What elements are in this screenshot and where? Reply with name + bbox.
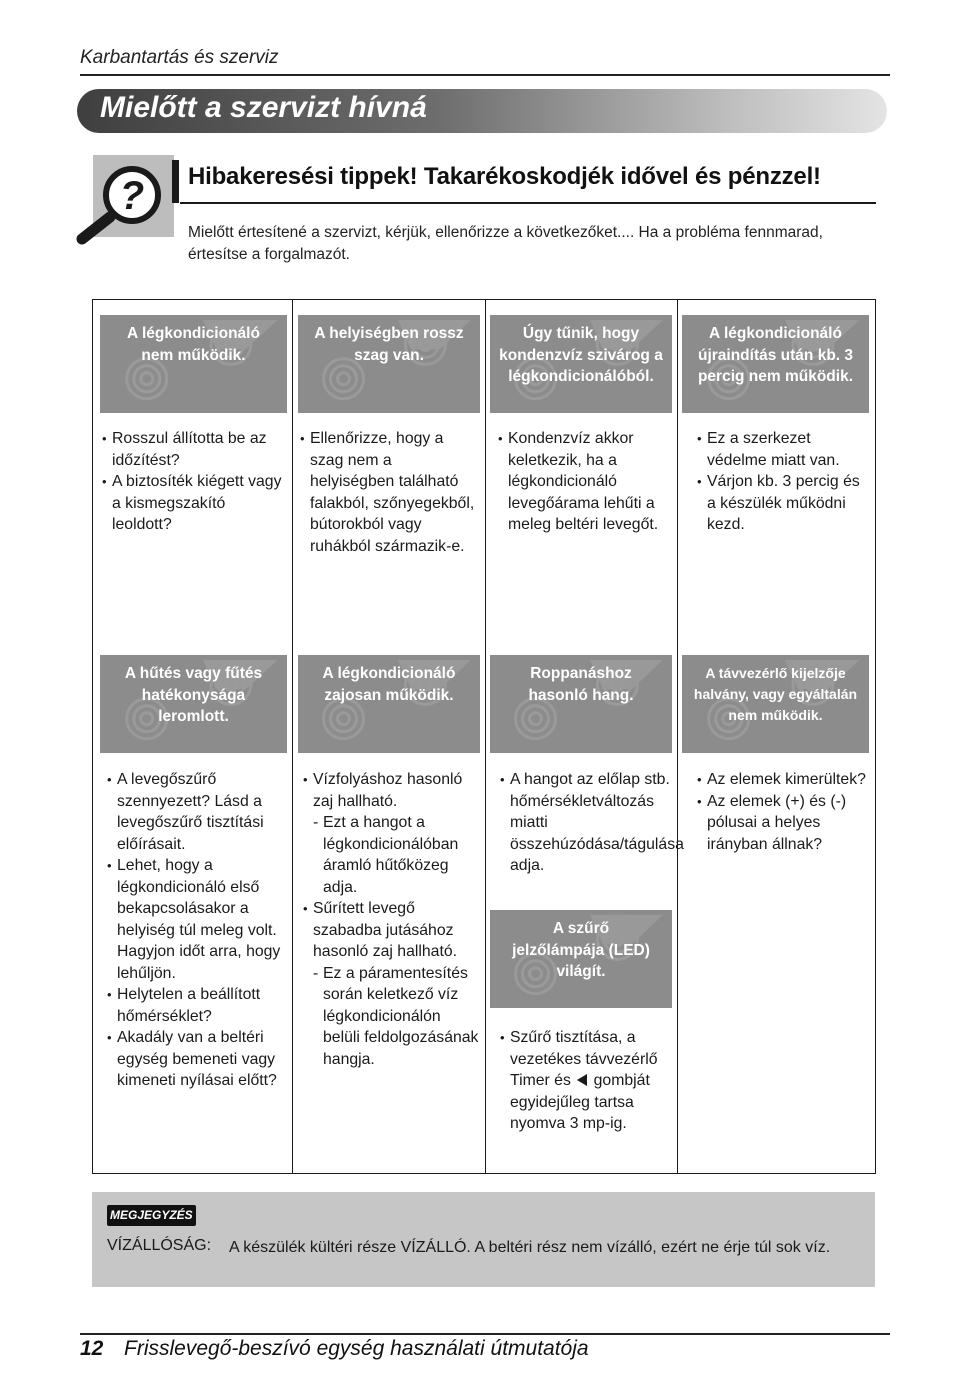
symptom-box (490, 315, 672, 413)
symptom-label: A hűtés vagy fűtés hatékonysága leromlott. (124, 665, 263, 725)
header-rule (80, 74, 890, 76)
list-item: • Akadály van a beltéri egység bemeneti vagy kimeneti nyílásai előtt? (107, 1027, 287, 1092)
list-item: • Az elemek (+) és (-) pólusai a helyes irányban állnak? (697, 791, 867, 856)
left-triangle-icon (577, 1074, 587, 1086)
symptom-box (490, 655, 672, 753)
list-item: • Kondenzvíz akkor keletkezik, ha a légkondicionáló levegőárama lehűti a meleg beltéri levegőt. (498, 428, 668, 536)
list-item (500, 1027, 672, 1135)
list-item: • Rosszul állította be az időzítést? (102, 428, 282, 471)
headline-marker (172, 160, 179, 203)
list-item: • Lehet, hogy a légkondicionáló első bekapcsolásakor a helyiség túl meleg volt. Hagyjon időt arra, hogy lehűljön. (107, 855, 287, 984)
section-label: Karbantartás és szerviz (80, 47, 279, 68)
check-list (300, 428, 478, 557)
list-item: • Vízfolyáshoz hasonló zaj hallható. (303, 769, 479, 812)
symptom-box (100, 315, 287, 413)
symptom-box (682, 315, 869, 413)
check-list (303, 769, 479, 1070)
headline-rule (180, 202, 876, 204)
list-item: • A biztosíték kiégett vagy a kismegszakító leoldott? (102, 471, 282, 536)
list-item: • Várjon kb. 3 percig és a készülék működni kezd. (697, 471, 867, 536)
magnifier-question-icon (76, 155, 174, 245)
list-subitem: - Ezt a hangot a légkondicionálóban áramló hűtőközeg adja. (303, 812, 479, 898)
note-text: A készülék kültéri része VÍZÁLLÓ. A beltéri rész nem vízálló, ezért ne érje túl sok víz. (229, 1239, 831, 1256)
symptom-label: A légkondicionáló újraindítás után kb. 3 percig nem működik. (697, 325, 854, 385)
list-item: • Helytelen a beállított hőmérséklet? (107, 984, 287, 1027)
symptom-label: A helyiségben rossz szag van. (314, 325, 464, 364)
symptom-label: Úgy tűnik, hogy kondenzvíz szivárog a légkondicionálóból. (499, 325, 663, 385)
symptom-box (298, 315, 480, 413)
symptom-box (490, 910, 672, 1008)
check-list (500, 1027, 672, 1135)
footer-rule (80, 1333, 890, 1335)
check-list (498, 428, 668, 536)
page-number: 12 (80, 1337, 104, 1360)
list-item: • Ellenőrizze, hogy a szag nem a helyiségben található falakból, szőnyegekből, bútorokból vagy ruhákból származik-e. (300, 428, 478, 557)
list-item-text: gombját egyidejűleg tartsa nyomva 3 mp-ig. (510, 1072, 650, 1132)
intro-text: Mielőtt értesítené a szervizt, kérjük, ellenőrizze a következőket.... Ha a probléma fennmarad, értesítse a forgalmazót. (188, 224, 823, 263)
symptom-label: Roppanáshoz hasonló hang. (528, 665, 634, 704)
symptom-box (298, 655, 480, 753)
list-subitem: - Ez a páramentesítés során keletkező víz légkondicionálón belüli feldolgozásának hangja. (303, 963, 479, 1071)
symptom-box (682, 655, 869, 753)
list-item: • A levegőszűrő szennyezett? Lásd a levegőszűrő tisztítási előírásait. (107, 769, 287, 855)
svg-text:?: ? (119, 174, 145, 218)
check-list (102, 428, 282, 536)
list-item: • Az elemek kimerültek? (697, 769, 867, 791)
manual-title: Frisslevegő-beszívó egység használati útmutatója (124, 1337, 589, 1360)
column-divider (292, 299, 293, 1174)
list-item: • A hangot az előlap stb. hőmérsékletváltozás miatti összehúzódása/tágulása adja. (500, 769, 672, 877)
list-item-text: Szűrő tisztítása, a vezetékes távvezérlő Timer és (510, 1029, 658, 1089)
check-list (500, 769, 684, 877)
list-item: • Sűrített levegő szabadba jutásához hasonló zaj hallható. (303, 898, 479, 963)
column-divider (677, 299, 678, 1174)
note-badge: MEGJEGYZÉS (107, 1205, 196, 1226)
symptom-label: A légkondicionáló zajosan működik. (322, 665, 456, 704)
symptom-label: A szűrő jelzőlámpája (LED) világít. (512, 920, 650, 980)
list-item: • Ez a szerkezet védelme miatt van. (697, 428, 867, 471)
check-list (697, 769, 867, 855)
tips-headline: Hibakeresési tippek! Takarékoskodjék idővel és pénzzel! (188, 163, 821, 190)
column-divider (485, 299, 486, 1174)
check-list (697, 428, 867, 536)
symptom-label: A távvezérlő kijelzője halvány, vagy egyáltalán nem működik. (693, 665, 858, 723)
note-key: VÍZÁLLÓSÁG: (107, 1237, 212, 1254)
symptom-box (100, 655, 287, 753)
page-title: Mielőtt a szervizt hívná (100, 91, 427, 124)
symptom-label: A légkondicionáló nem működik. (127, 325, 260, 364)
check-list (107, 769, 287, 1092)
